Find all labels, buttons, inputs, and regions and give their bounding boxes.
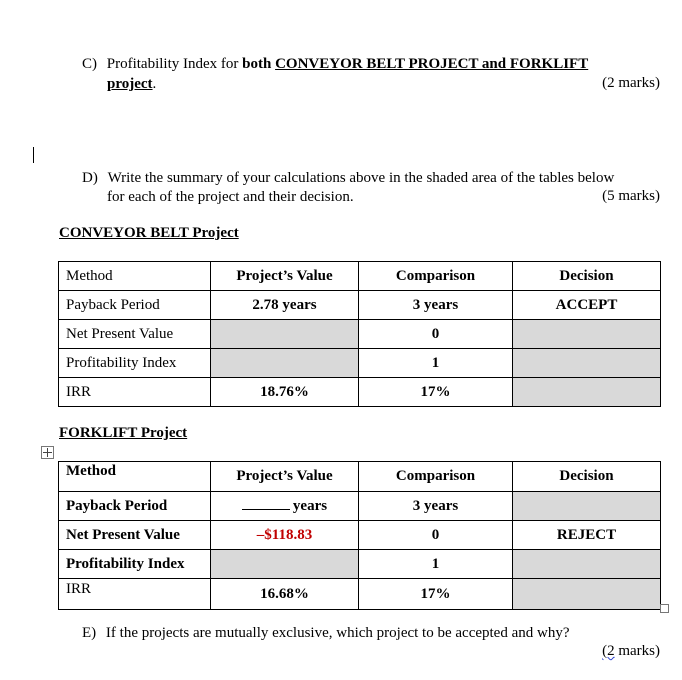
method-cell: Payback Period xyxy=(59,492,211,521)
question-d xyxy=(82,169,614,188)
method-cell: Payback Period xyxy=(59,291,211,320)
value-cell-shaded[interactable] xyxy=(211,550,359,579)
forklift-table xyxy=(58,461,661,610)
question-c-marks: (2 marks) xyxy=(602,75,660,91)
table-row xyxy=(59,521,661,550)
comparison-cell: 0 xyxy=(359,320,513,349)
table-row xyxy=(59,320,661,349)
question-c-line2 xyxy=(107,75,156,94)
decision-cell-shaded[interactable] xyxy=(513,378,661,407)
value-cell-shaded[interactable] xyxy=(211,320,359,349)
conveyor-table xyxy=(58,261,661,407)
header-method: Method xyxy=(59,262,211,291)
value-unit: years xyxy=(292,497,328,514)
table-row xyxy=(59,492,661,521)
question-c-period: . xyxy=(152,76,157,92)
method-cell: Profitability Index xyxy=(59,349,211,378)
comparison-cell: 1 xyxy=(359,550,513,579)
header-method: Method xyxy=(59,462,211,492)
decision-cell-shaded[interactable] xyxy=(513,320,661,349)
table-resize-handle-icon[interactable] xyxy=(660,604,669,613)
conveyor-heading: CONVEYOR BELT Project xyxy=(59,225,239,241)
table-row xyxy=(59,349,661,378)
question-c-text-start: Profitability Index for xyxy=(106,56,243,72)
question-d-line2: for each of the project and their decision. xyxy=(107,189,354,205)
header-value: Project’s Value xyxy=(211,462,359,492)
forklift-heading: FORKLIFT Project xyxy=(59,425,188,441)
decision-cell: REJECT xyxy=(513,521,661,550)
table-row xyxy=(59,550,661,579)
comparison-cell: 3 years xyxy=(359,492,513,521)
question-c xyxy=(82,55,588,74)
table-row xyxy=(59,579,661,610)
comparison-cell: 17% xyxy=(359,378,513,407)
question-e-label: E) xyxy=(82,625,97,641)
header-decision: Decision xyxy=(513,462,661,492)
question-d-marks: (5 marks) xyxy=(602,188,660,204)
value-cell: 2.78 years xyxy=(211,291,359,320)
value-cell: 18.76% xyxy=(211,378,359,407)
decision-cell-shaded[interactable] xyxy=(513,550,661,579)
question-e-marks-num: (2 xyxy=(602,643,615,659)
method-cell: IRR xyxy=(59,378,211,407)
comparison-cell: 1 xyxy=(359,349,513,378)
question-e xyxy=(82,624,570,643)
value-cell: 16.68% xyxy=(211,579,359,610)
value-cell-negative: –$118.83 xyxy=(211,521,359,550)
comparison-cell: 0 xyxy=(359,521,513,550)
comparison-cell: 17% xyxy=(359,579,513,610)
comparison-cell: 3 years xyxy=(359,291,513,320)
method-cell: Net Present Value xyxy=(59,320,211,349)
decision-cell: ACCEPT xyxy=(513,291,661,320)
method-cell: Net Present Value xyxy=(59,521,211,550)
question-d-label: D) xyxy=(82,170,98,186)
value-cell xyxy=(211,492,359,521)
question-c-project: project xyxy=(107,76,153,92)
header-decision: Decision xyxy=(513,262,661,291)
header-value: Project’s Value xyxy=(211,262,359,291)
question-e-marks-word: marks) xyxy=(614,643,660,659)
method-cell: IRR xyxy=(59,579,211,610)
table-move-handle-icon[interactable] xyxy=(41,446,54,459)
decision-cell-shaded[interactable] xyxy=(513,492,661,521)
value-cell-shaded[interactable] xyxy=(211,349,359,378)
table-header-row xyxy=(59,462,661,492)
method-cell: Profitability Index xyxy=(59,550,211,579)
header-comparison: Comparison xyxy=(359,262,513,291)
decision-cell-shaded[interactable] xyxy=(513,349,661,378)
text-cursor xyxy=(33,147,34,163)
table-row xyxy=(59,378,661,407)
table-header-row xyxy=(59,262,661,291)
header-comparison: Comparison xyxy=(359,462,513,492)
question-c-both: both xyxy=(242,56,272,72)
question-e-marks xyxy=(602,643,660,660)
question-c-title: CONVEYOR BELT PROJECT and FORKLIFT xyxy=(275,56,589,72)
question-c-label: C) xyxy=(82,56,97,72)
question-e-text: If the projects are mutually exclusive, which project to be accepted and why? xyxy=(105,625,570,641)
question-d-line1: Write the summary of your calculations above in the shaded area of the tables below xyxy=(107,170,615,186)
blank-line[interactable] xyxy=(242,498,290,510)
table-row xyxy=(59,291,661,320)
decision-cell-shaded[interactable] xyxy=(513,579,661,610)
